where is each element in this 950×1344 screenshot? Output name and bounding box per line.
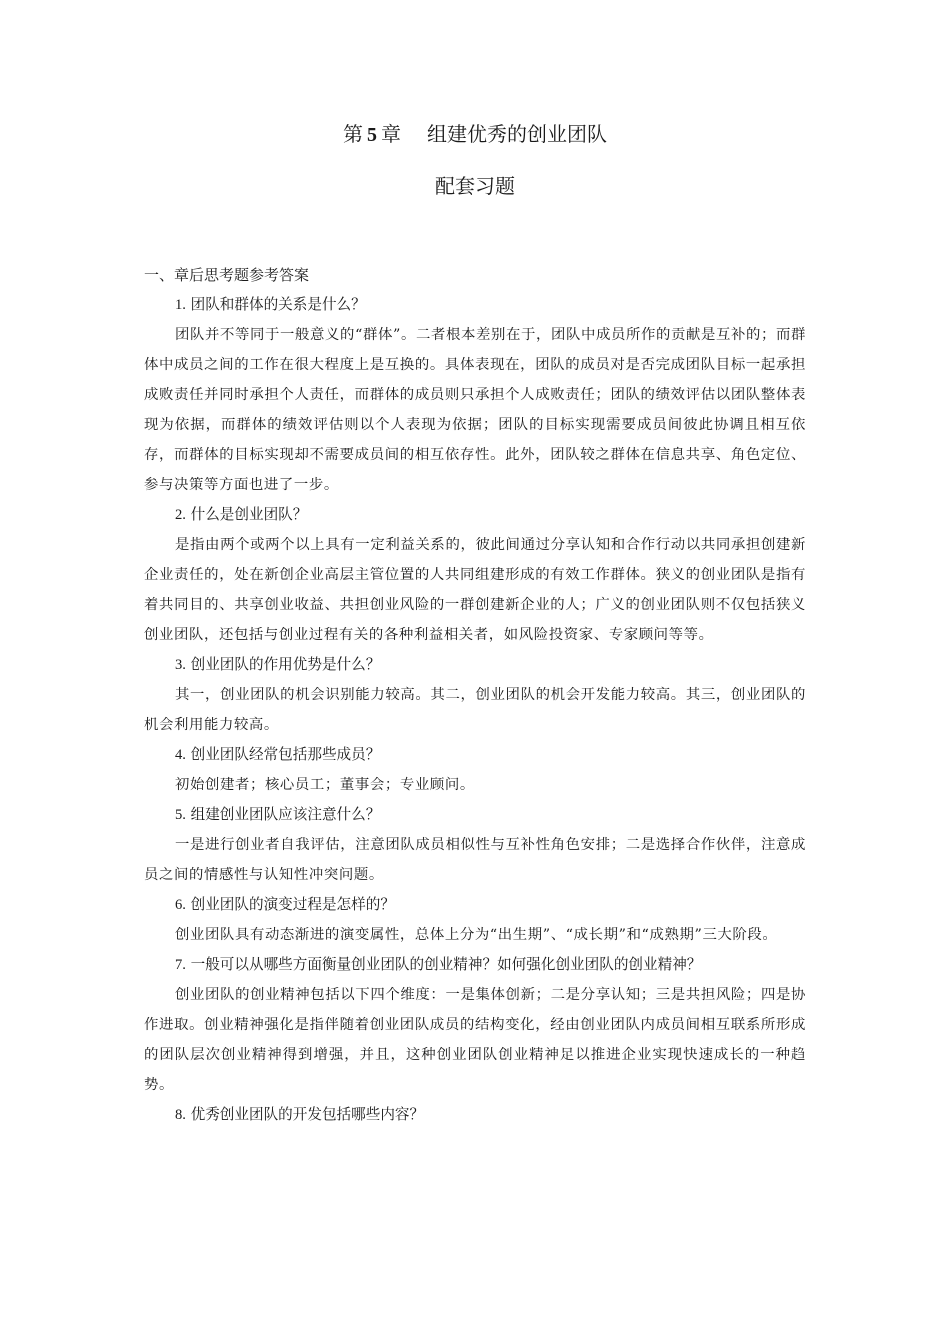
question — [144, 740, 806, 770]
answer: 是指由两个或两个以上具有一定利益关系的，彼此间通过分享认知和合作行动以共同承担创建新企业责任的，处在新创企业高层主管位置的人共同组建形成的有效工作群体。狭义的创业团队是指有着共同目的、共享创业收益、共担创业风险的一群创建新企业的人；广义的创业团队则不仅包括狭义创业团队，还包括与创业过程有关的各种利益相关者，如风险投资家、专家顾问等等。 — [144, 537, 806, 643]
section-heading: 一、章后思考题参考答案 — [144, 266, 310, 284]
qa-item — [144, 500, 806, 650]
chapter-prefix: 第 — [343, 122, 363, 146]
answer: 一是进行创业者自我评估，注意团队成员相似性与互补性角色安排；二是选择合作伙伴，注意成员之间的情感性与认知性冲突问题。 — [144, 837, 806, 883]
question-number: 6. — [175, 897, 186, 913]
document-body — [144, 261, 806, 1130]
question-number: 1. — [175, 297, 186, 313]
question-text: 创业团队经常包括那些成员？ — [190, 746, 381, 763]
question-number: 2. — [175, 507, 186, 523]
question-number: 4. — [175, 747, 186, 763]
answer: 其一，创业团队的机会识别能力较高。其二，创业团队的机会开发能力较高。其三，创业团队的机会利用能力较高。 — [144, 687, 806, 733]
question — [144, 650, 806, 680]
question-number: 3. — [175, 657, 186, 673]
answer: 创业团队具有动态渐进的演变属性，总体上分为“出生期”、“成长期”和“成熟期”三大阶段。 — [175, 927, 778, 943]
question-text: 创业团队的演变过程是怎样的？ — [190, 896, 395, 913]
question-text: 创业团队的作用优势是什么？ — [190, 656, 381, 673]
question — [144, 890, 806, 920]
question-number: 8. — [175, 1107, 186, 1123]
question-text: 一般可以从哪些方面衡量创业团队的创业精神？如何强化创业团队的创业精神？ — [190, 956, 702, 973]
question-text: 团队和群体的关系是什么？ — [190, 296, 366, 313]
question-text: 组建创业团队应该注意什么？ — [190, 806, 381, 823]
chapter-name: 组建优秀的创业团队 — [427, 122, 607, 146]
question-text: 优秀创业团队的开发包括哪些内容？ — [190, 1106, 425, 1123]
question — [144, 800, 806, 830]
question — [144, 500, 806, 530]
question-text: 什么是创业团队？ — [190, 506, 308, 523]
qa-item — [144, 290, 806, 500]
question — [144, 290, 806, 320]
answer: 初始创建者；核心员工；董事会；专业顾问。 — [175, 777, 475, 793]
chapter-title — [0, 120, 950, 149]
question-number: 5. — [175, 807, 186, 823]
chapter-number: 5 — [367, 124, 377, 146]
qa-item — [144, 950, 806, 1100]
qa-item — [144, 800, 806, 890]
qa-item — [144, 890, 806, 950]
qa-item — [144, 740, 806, 800]
qa-item — [144, 1100, 806, 1130]
answer: 团队并不等同于一般意义的“群体”。二者根本差别在于，团队中成员所作的贡献是互补的；而群体中成员之间的工作在很大程度上是互换的。具体表现在，团队的成员对是否完成团队目标一起承担成败责任并同时承担个人责任，而群体的成员则只承担个人成败责任；团队的绩效评估以团队整体表现为依据，而群体的绩效评估则以个人表现为依据；团队的目标实现需要成员间彼此协调且相互依存，而群体的目标实现却不需要成员间的相互依存性。此外，团队较之群体在信息共享、角色定位、参与决策等方面也进了一步。 — [144, 327, 806, 493]
qa-item — [144, 650, 806, 740]
question — [144, 1100, 806, 1130]
chapter-suffix: 章 — [381, 122, 401, 146]
question — [144, 950, 806, 980]
answer: 创业团队的创业精神包括以下四个维度：一是集体创新；二是分享认知；三是共担风险；四是协作进取。创业精神强化是指伴随着创业团队成员的结构变化，经由创业团队内成员间相互联系所形成的团队层次创业精神得到增强，并且，这种创业团队创业精神足以推进企业实现快速成长的一种趋势。 — [144, 987, 806, 1093]
question-number: 7. — [175, 957, 186, 973]
page-subtitle: 配套习题 — [435, 174, 515, 198]
